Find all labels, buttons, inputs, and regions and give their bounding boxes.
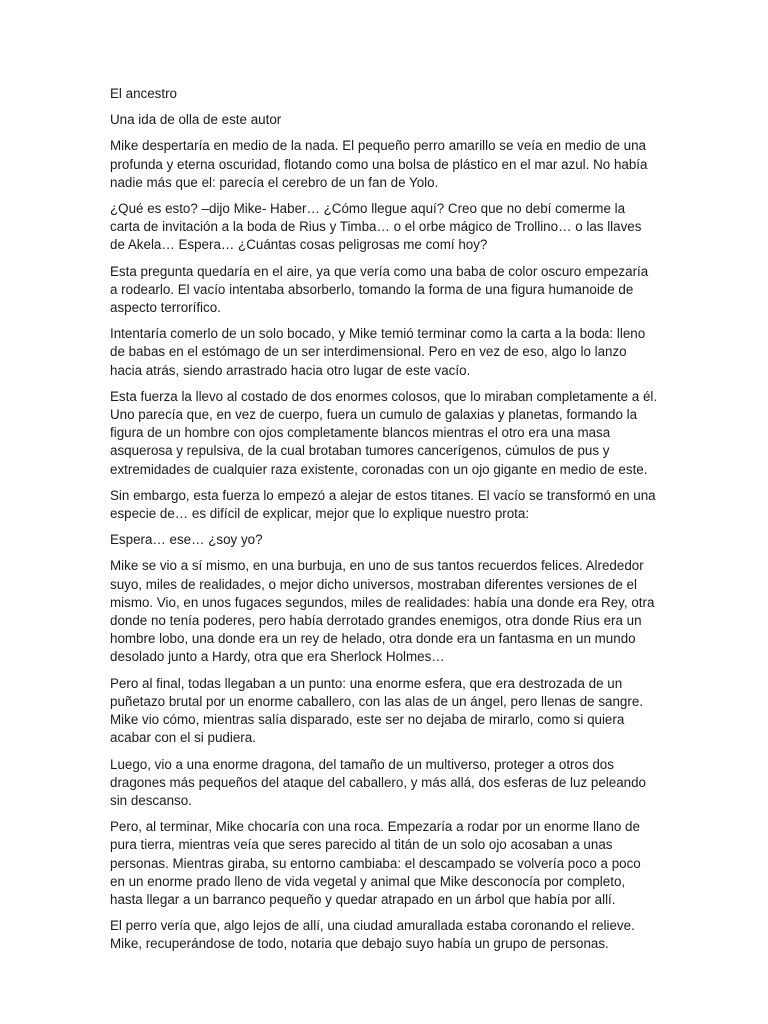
paragraph: ¿Qué es esto? –dijo Mike- Haber… ¿Cómo llegue aquí? Creo que no debí comerme la carta de invitación a la boda de Rius y Timba… o el orbe mágico de Trollino… o las llaves de Akela… Espera… ¿Cuántas cosas peligrosas me comí hoy?: [110, 201, 642, 253]
document-subtitle: Una ida de olla de este autor: [110, 112, 282, 128]
paragraph: Pero al final, todas llegaban a un punto: una enorme esfera, que era destrozada de un puñetazo brutal por un enorme caballero, con las alas de un ángel, pero llenas de sangre. Mike vio cómo, mientras salía disparado, este ser no dejaba de mirarlo, como si quiera acabar con el si pudiera.: [110, 675, 644, 746]
paragraph: Mike se vio a sí mismo, en una burbuja, en uno de sus tantos recuerdos felices. Alrededor suyo, miles de realidades, o mejor dicho universos, mostraban diferentes versiones de el mismo. Vio, en unos fugaces segundos, miles de realidades: había una donde era Rey, otra donde no tenía poderes, pero había derrotado grandes enemigos, otra donde Rius era un hombre lobo, una donde era un rey de helado, otra donde era un fantasma en un mundo desolado junto a Hardy, otra que era Sherlock Holmes…: [110, 558, 655, 665]
paragraph: El perro vería que, algo lejos de allí, una ciudad amurallada estaba coronando el relieve. Mike, recuperándose de todo, notaria que debajo suyo había un grupo de personas.: [110, 918, 635, 952]
document-page: [110, 85, 658, 962]
paragraph: Esta pregunta quedaría en el aire, ya que vería como una baba de color oscuro empezaría a rodearlo. El vacío intentaba absorberlo, tomando la forma de una figura humanoide de aspecto terrorífico.: [110, 263, 649, 316]
paragraph: Espera… ese… ¿soy yo?: [110, 532, 263, 548]
paragraph: Esta fuerza la llevo al costado de dos enormes colosos, que lo miraban completamente a él. Uno parecía que, en vez de cuerpo, fuera un cumulo de galaxias y planetas, formando la figura de un hombre con ojos completamente blancos mientras el otro era una masa asquerosa y repulsiva, de la cual brotaban tumores cancerígenos, cúmulos de pus y extremidades de cualquier raza existente, coronadas con un ojo gigante en medio de este.: [110, 388, 658, 477]
document-title: El ancestro: [110, 86, 177, 101]
paragraph: Luego, vio a una enorme dragona, del tamaño de un multiverso, proteger a otros dos dragones más pequeños del ataque del caballero, y más allá, dos esferas de luz peleando sin descanso.: [110, 756, 646, 808]
paragraph: Intentaría comerlo de un solo bocado, y Mike temió terminar como la carta a la boda: lleno de babas en el estómago de un ser interdimensional. Pero en vez de eso, algo lo lanzo hacia atrás, siendo arrastrado hacia otro lugar de este vacío.: [110, 326, 646, 378]
paragraph: Sin embargo, esta fuerza lo empezó a alejar de estos titanes. El vacío se transformó en una especie de… es difícil de explicar, mejor que lo explique nuestro prota:: [110, 487, 656, 522]
paragraph: Mike despertaría en medio de la nada. El pequeño perro amarillo se veía en medio de una profunda y eterna oscuridad, flotando como una bolsa de plástico en el mar azul. No había nadie más que el: parecía el cerebro de un fan de Yolo.: [110, 138, 648, 190]
paragraph: Pero, al terminar, Mike chocaría con una roca. Empezaría a rodar por un enorme llano de pura tierra, mientras veía que seres parecido al titán de un solo ojo acosaban a unas personas. Mientras giraba, su entorno cambiaba: el descampado se volvería poco a poco en un enorme prado lleno de vida vegetal y animal que Mike desconocía por completo, hasta llegar a un barranco pequeño y quedar atrapado en un árbol que había por allí.: [110, 819, 641, 907]
